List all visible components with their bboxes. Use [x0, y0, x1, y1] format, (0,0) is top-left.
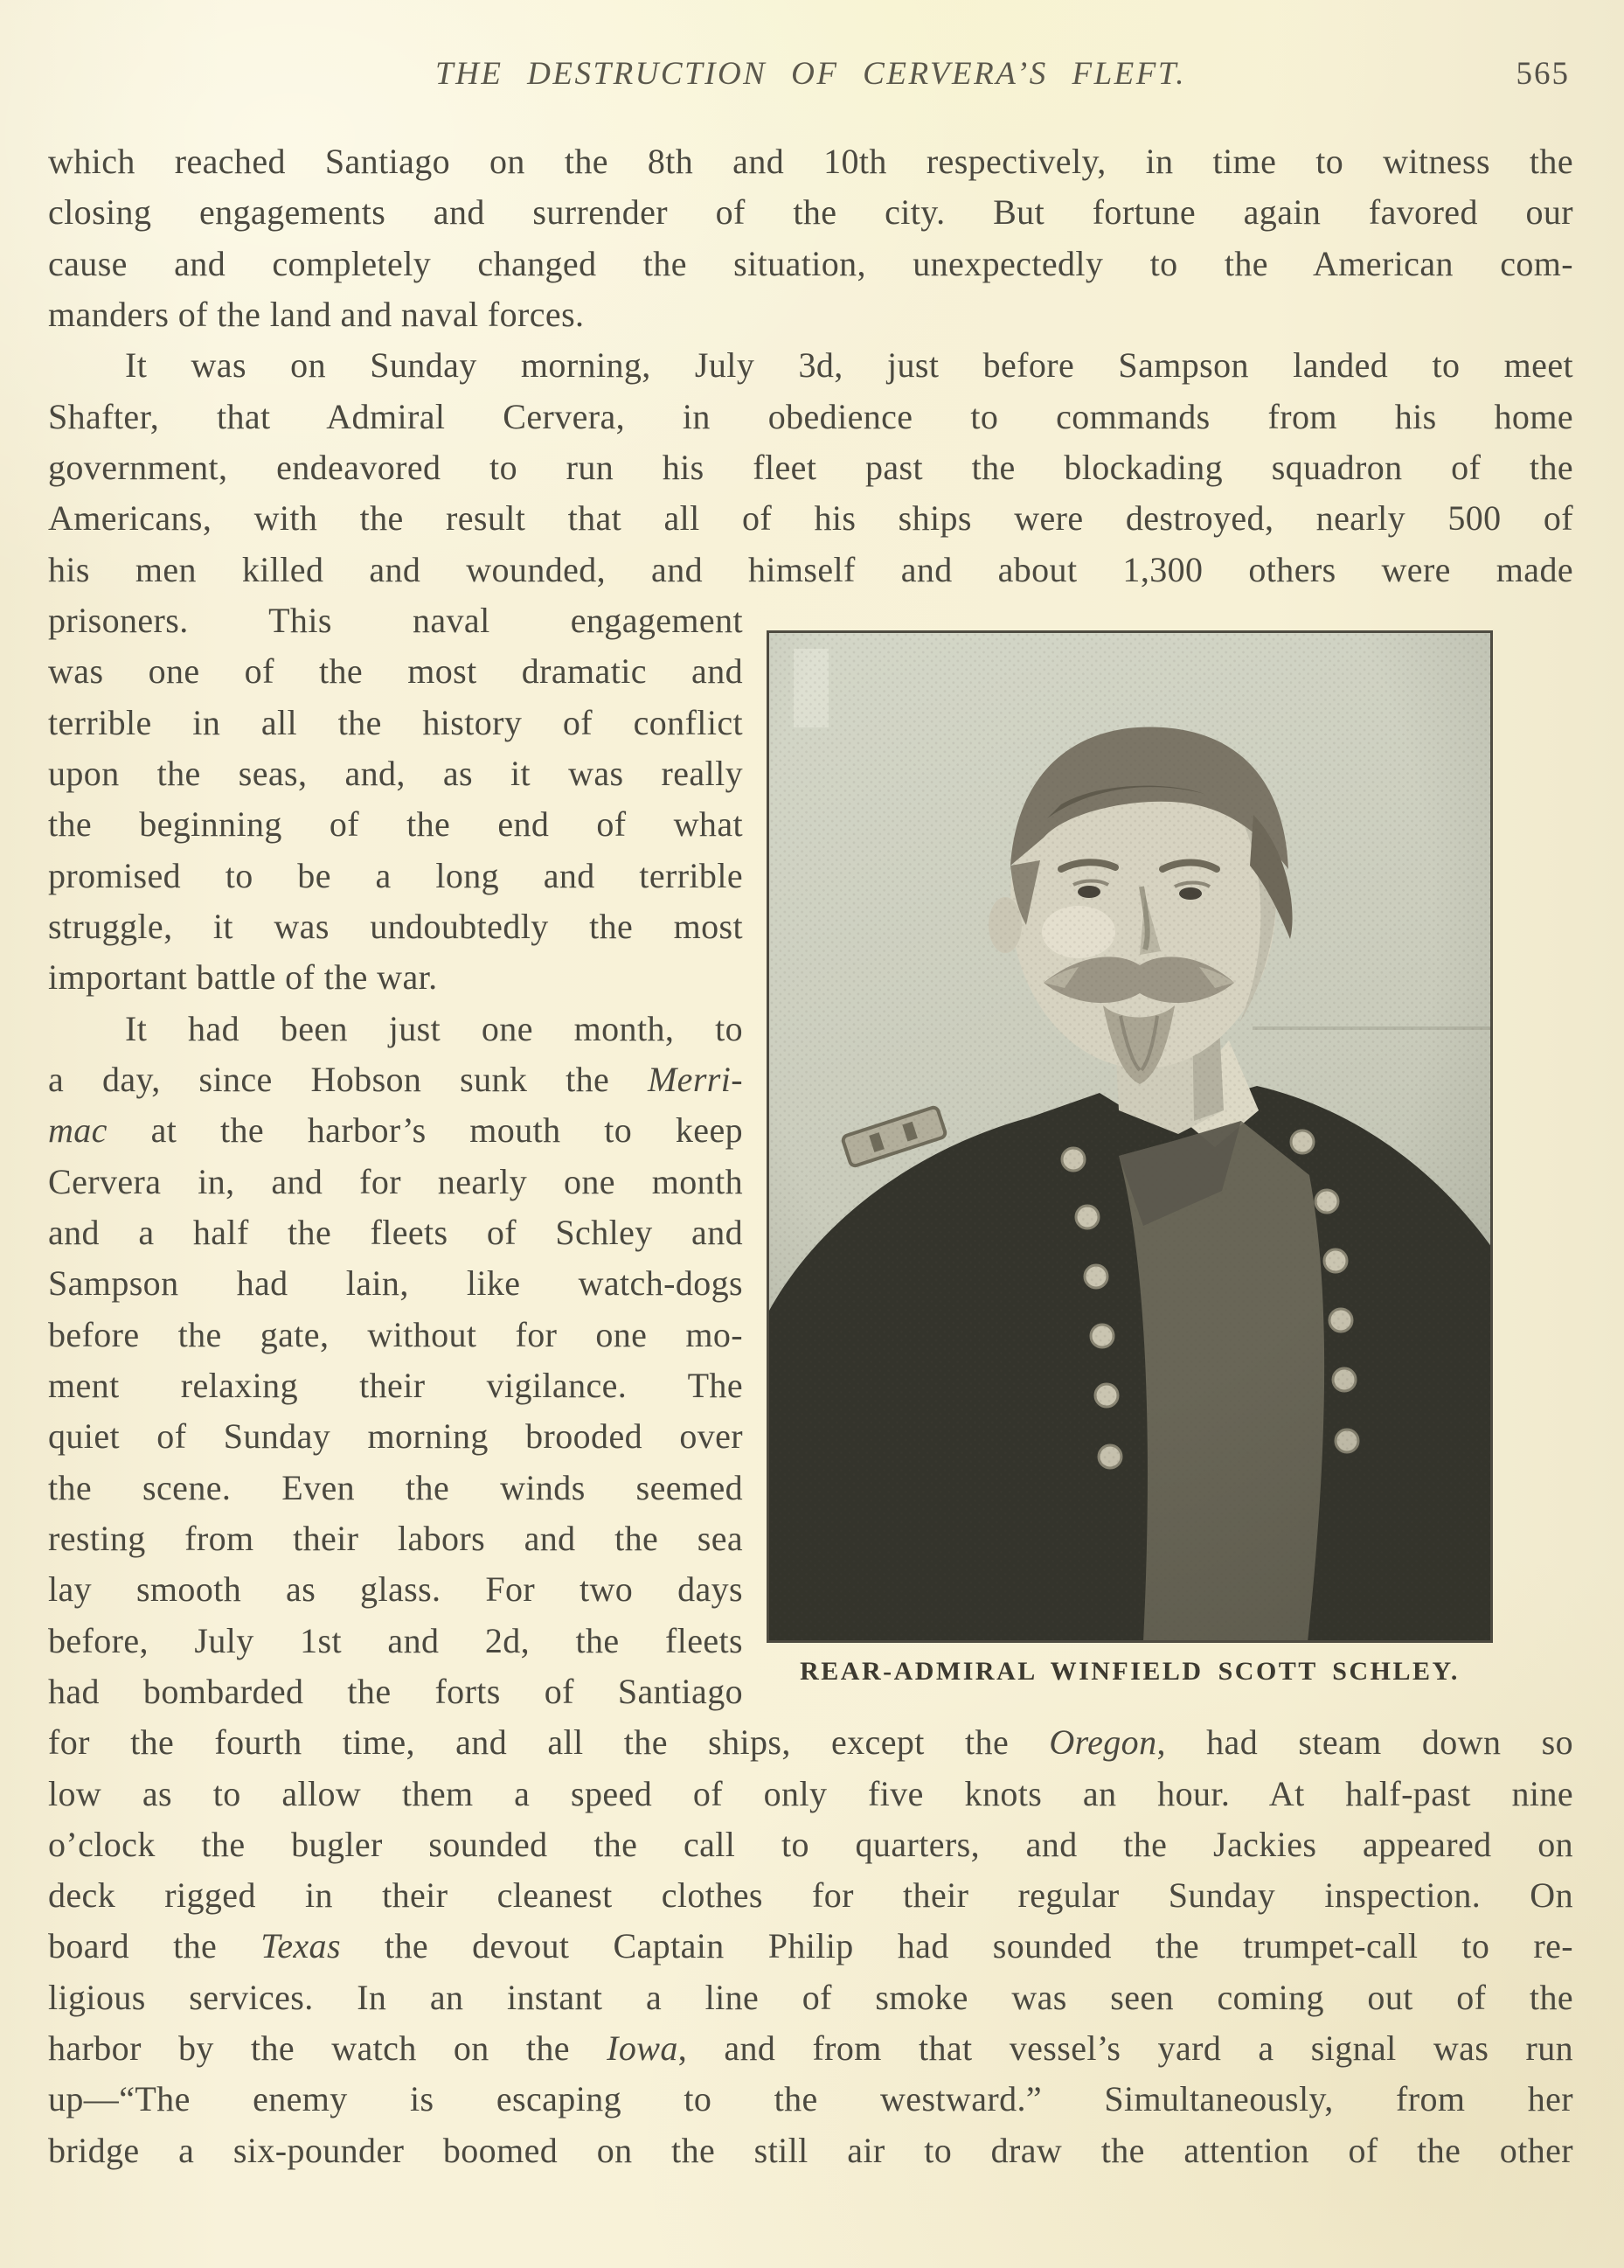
text-line: harbor by the watch on the Iowa, and from that vessel’s yard a signal was run [48, 2028, 1573, 2069]
text-line: lay smooth as glass. For two days [48, 1569, 743, 1610]
text-line: government, endeavored to run his fleet past the blockading squadron of the [48, 447, 1573, 487]
text-line: promised to be a long and terrible [48, 855, 743, 895]
text-line: o’clock the bugler sounded the call to quarters, and the Jackies appeared on [48, 1824, 1573, 1864]
narrow-text-column [48, 595, 743, 1717]
portrait-photo-schley [767, 631, 1492, 1642]
portrait-caption: REAR-ADMIRAL WINFIELD SCOTT SCHLEY. [800, 1656, 1460, 1686]
text-line: before, July 1st and 2d, the fleets [48, 1620, 743, 1660]
page-title: THE DESTRUCTION OF CERVERA’S FLEFT. [435, 56, 1186, 92]
text-line: closing engagements and surrender of the city. But fortune again favored our [48, 192, 1573, 233]
text-line: the scene. Even the winds seemed [48, 1467, 743, 1507]
paragraph-3-fullwidth [48, 1717, 1573, 2176]
text-line: upon the seas, and, as it was really [48, 753, 743, 793]
text-line: It had been just one month, to [125, 1008, 743, 1048]
text-line: Sampson had lain, like watch-dogs [48, 1263, 743, 1304]
portrait-figure [767, 631, 1492, 1687]
text-line: had bombarded the forts of Santiago [48, 1671, 743, 1711]
text-line: bridge a six-pounder boomed on the still air to draw the attention of the other [48, 2130, 1573, 2170]
paragraph-1 [48, 136, 1573, 340]
text-line: was one of the most dramatic and [48, 651, 743, 692]
text-line: Cervera in, and for nearly one month [48, 1161, 743, 1201]
text-line: important battle of the war. [48, 957, 438, 998]
text-line: prisoners. This naval engagement [48, 600, 743, 640]
text-line: cause and completely changed the situation, unexpectedly to the American com- [48, 243, 1573, 283]
text-line: and a half the fleets of Schley and [48, 1212, 743, 1252]
text-line: the beginning of the end of what [48, 804, 743, 845]
text-line: his men killed and wounded, and himself and about 1,300 others were made [48, 549, 1573, 589]
text-line: before the gate, without for one mo- [48, 1314, 743, 1354]
text-line: Americans, with the result that all of his ships were destroyed, nearly 500 of [48, 498, 1573, 539]
text-line: ment relaxing their vigilance. The [48, 1365, 743, 1405]
text-line: mac at the harbor’s mouth to keep [48, 1110, 743, 1151]
wrapped-section [48, 595, 1573, 1717]
text-line: struggle, it was undoubtedly the most [48, 906, 743, 946]
text-line: Shafter, that Admiral Cervera, in obedience to commands from his home [48, 396, 1573, 436]
text-line: for the fourth time, and all the ships, except the Oregon, had steam down so [48, 1722, 1573, 1763]
text-line: up—“The enemy is escaping to the westward.” Simultaneously, from her [48, 2079, 1573, 2119]
figure-column [743, 595, 1573, 1717]
text-line: quiet of Sunday morning brooded over [48, 1416, 743, 1457]
text-line: terrible in all the history of conflict [48, 702, 743, 742]
paragraph-2-fullwidth [48, 340, 1573, 595]
text-line: low as to allow them a speed of only five knots an hour. At half-past nine [48, 1773, 1573, 1813]
text-line: manders of the land and naval forces. [48, 294, 585, 334]
text-line: ligious services. In an instant a line of smoke was seen coming out of the [48, 1977, 1573, 2017]
text-line: resting from their labors and the sea [48, 1518, 743, 1558]
paragraph-2-narrow [48, 595, 743, 1004]
paragraph-3-narrow [48, 1004, 743, 1718]
text-line: which reached Santiago on the 8th and 10th respectively, in time to witness the [48, 142, 1573, 181]
text-body [48, 136, 1573, 2176]
folio-number: 565 [1516, 56, 1570, 92]
text-line: board the Texas the devout Captain Philip had sounded the trumpet-call to re- [48, 1926, 1573, 1966]
text-line: It was on Sunday morning, July 3d, just before Sampson landed to meet [125, 345, 1573, 386]
text-line: a day, since Hobson sunk the Merri- [48, 1059, 743, 1099]
text-line: deck rigged in their cleanest clothes for their regular Sunday inspection. On [48, 1875, 1573, 1916]
running-head [48, 47, 1573, 101]
